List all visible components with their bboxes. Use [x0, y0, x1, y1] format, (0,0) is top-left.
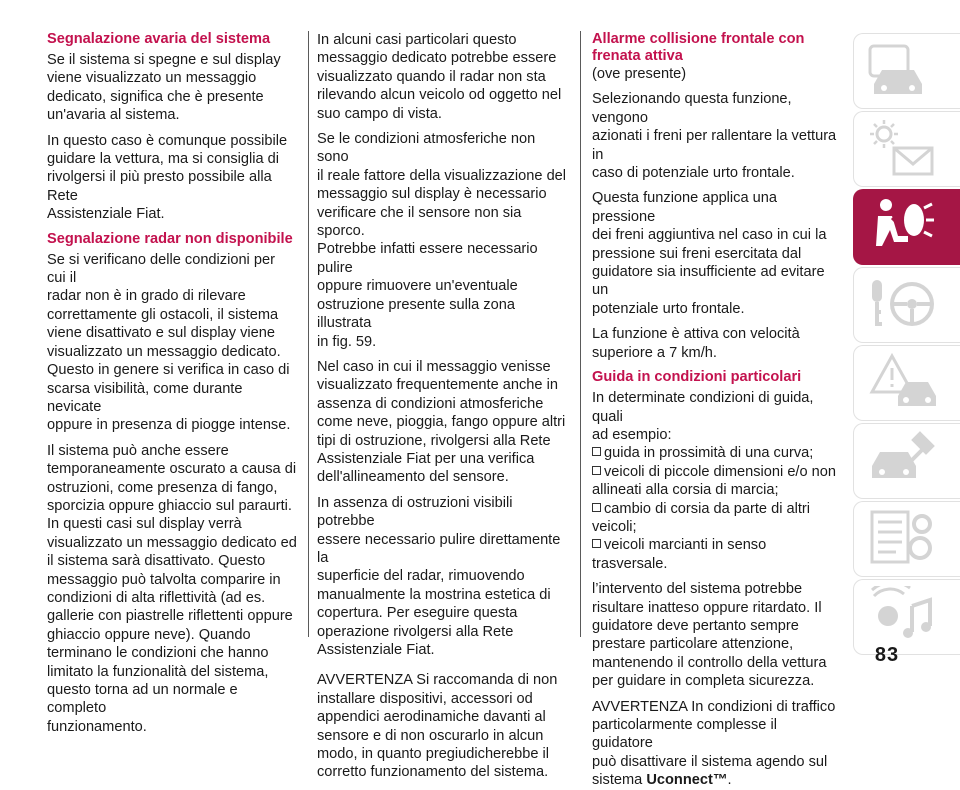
paragraph [317, 494, 567, 660]
text-line: può disattivare il sistema agendo sul [592, 753, 828, 770]
text-line: guidare la vettura, ma si consiglia di [47, 151, 279, 168]
text-line: messaggio dedicato potrebbe essere [317, 50, 557, 67]
uconnect-brand: Uconnect™ [646, 772, 728, 789]
text-line: Se si verificano delle condizioni per cui il [47, 251, 275, 287]
text-line: AVVERTENZA In condizioni di traffico [592, 698, 836, 715]
tab-car-tools[interactable] [853, 423, 960, 499]
warning-paragraph [317, 671, 567, 781]
column-divider [580, 31, 581, 637]
page-number: 83 [874, 644, 900, 666]
text-line: limitato la funzionalità del sistema, [47, 663, 269, 680]
text-line: condizioni di alta riflettività (ad es. [47, 589, 266, 606]
availability-note: (ove presente) [592, 66, 687, 82]
text-line: ostruzioni, come presenza di fango, [47, 479, 278, 496]
text-line: pressione sui freni esercitata dal [592, 245, 802, 262]
airbag-safety-icon [868, 196, 940, 258]
checkbox-bullet-icon [592, 466, 601, 475]
text-line: ghiaccio oppure neve). Quando [47, 626, 251, 643]
tab-car-dashboard[interactable] [853, 33, 960, 109]
section-heading-radar-unavailable: Segnalazione radar non disponibile [47, 230, 293, 247]
text-line: installare dispositivi, accessori od [317, 690, 533, 707]
text-line: Potrebbe infatti essere necessario pulire [317, 241, 538, 276]
text-column-1 [47, 31, 297, 743]
text-line: oppure rimuovere un'eventuale [317, 278, 518, 295]
text-line: risultare inatteso oppure ritardato. Il [592, 599, 822, 616]
text-line: visualizzato un messaggio dedicato ed [47, 534, 297, 551]
road-warning-icon [868, 352, 940, 414]
car-tools-icon [868, 430, 940, 492]
text-line: il sistema sarà disattivato. Questo [47, 553, 266, 570]
text-line: scarsa visibilità, come durante nevicate [47, 380, 243, 415]
paragraph [317, 358, 567, 487]
key-steering-wheel-icon [868, 274, 940, 336]
text-line: visualizzato un messaggio dedicato. [47, 343, 281, 360]
text-line: l’intervento del sistema potrebbe [592, 581, 803, 598]
text-line: operazione rivolgersi alla Rete [317, 623, 514, 640]
text-line: come neve, pioggia, fango oppure altri [317, 414, 566, 431]
text-line: gallerie con piastrelle riflettenti oppure [47, 608, 293, 625]
text-line: rilevando alcun veicolo od oggetto nel [317, 87, 562, 104]
text-line: tipi di ostruzione, rivolgersi alla Rete [317, 432, 551, 449]
paragraph [47, 442, 297, 737]
text-line: messaggio sul display è necessario [317, 186, 547, 203]
text-line: potenziale urto frontale. [592, 300, 745, 317]
text-line: copertura. Per eseguire questa [317, 605, 518, 622]
text-line: Assistenziale Fiat per una verifica [317, 450, 535, 467]
paragraph [592, 580, 840, 690]
paragraph [592, 325, 840, 362]
maintenance-checklist-icon [868, 508, 940, 570]
text-line: suo campo di vista. [317, 105, 442, 122]
text-line: rivolgersi il più presto possibile alla Rete [47, 169, 272, 204]
text-line: Assistenziale Fiat. [47, 206, 165, 223]
text-line: manualmente la mostrina estetica di [317, 586, 551, 603]
multimedia-icon [868, 586, 940, 648]
text-line: visualizzato quando il radar non sta [317, 68, 546, 85]
conditions-list [592, 444, 840, 573]
paragraph [47, 132, 297, 224]
section-heading-collision-alarm [592, 31, 840, 65]
text-column-2 [317, 31, 567, 789]
text-line: viene visualizzato un messaggio [47, 70, 257, 87]
list-item: cambio di corsia da parte di altri [592, 500, 840, 518]
text-line: Assistenziale Fiat. [317, 642, 435, 658]
car-dashboard-icon [868, 40, 940, 102]
text-line: caso di potenziale urto frontale. [592, 165, 795, 182]
text-line: in fig. 59. [317, 333, 377, 350]
checkbox-bullet-icon [592, 539, 601, 548]
warning-lights-icon [868, 118, 940, 180]
text-line: corretto funzionamento del sistema. [317, 764, 549, 781]
text-line: particolarmente complesse il guidatore [592, 717, 777, 752]
text-line: La funzione è attiva con velocità [592, 326, 800, 343]
text-line: questo torna ad un normale e completo [47, 682, 238, 717]
paragraph [317, 31, 567, 123]
tab-airbag-safety[interactable] [853, 189, 960, 265]
text-line: ad esempio: [592, 426, 672, 443]
text-line: correttamente gli ostacoli, il sistema [47, 306, 279, 323]
text-line: In questo caso è comunque possibile [47, 132, 288, 149]
text-line: In questi casi sul display verrà [47, 516, 242, 533]
column-divider [308, 31, 309, 637]
text-line: guidatore sia insufficiente ad evitare un [592, 264, 825, 299]
paragraph [47, 51, 297, 125]
section-heading-particular-conditions: Guida in condizioni particolari [592, 369, 802, 386]
paragraph [592, 389, 840, 444]
text-line: prestare particolare attenzione, [592, 636, 794, 653]
text-line: dei freni aggiuntiva nel caso in cui la [592, 227, 827, 244]
text-line: Selezionando questa funzione, vengono [592, 91, 792, 126]
text-line: visualizzato frequentemente anche in [317, 377, 558, 394]
text-line: Questa funzione applica una pressione [592, 190, 777, 225]
text-line: Il sistema può anche essere [47, 442, 229, 459]
tab-key-steering[interactable] [853, 267, 960, 343]
text-line: essere necessario pulire direttamente la [317, 531, 561, 566]
text-line: superiore a 7 km/h. [592, 344, 717, 361]
text-line: oppure in presenza di piogge intense. [47, 417, 291, 434]
text-line: funzionamento. [47, 718, 147, 735]
tab-warning-lights[interactable] [853, 111, 960, 187]
list-item: veicoli di piccole dimensioni e/o non [592, 463, 840, 481]
text-line: In alcuni casi particolari questo [317, 32, 517, 48]
checkbox-bullet-icon [592, 447, 601, 456]
text-line: frenata attiva [592, 48, 683, 64]
checkbox-bullet-icon [592, 503, 601, 512]
text-line: terminano le condizioni che hanno [47, 645, 269, 662]
list-item-continued: allineati alla corsia di marcia; [592, 482, 779, 499]
text-line: sensore e di non oscurarlo in alcun [317, 727, 544, 744]
tab-maintenance[interactable] [853, 501, 960, 577]
text-line: verificare che il sensore non sia sporco. [317, 204, 522, 240]
text-line: Nel caso in cui il messaggio venisse [317, 358, 551, 375]
text-line: modo, in quanto pregiudicherebbe il [317, 746, 550, 763]
text-line: In determinate condizioni di guida, quali [592, 390, 814, 425]
warning-paragraph: AVVERTENZA In condizioni di traffico particolarmente complesse il guidatore può disattivare il sistema agendo sul sistema Uconnect™. [592, 698, 840, 790]
text-line: ostruzione presente sulla zona illustrata [317, 296, 515, 332]
paragraph [592, 90, 840, 182]
list-item: veicoli marcianti in senso trasversale. [592, 537, 767, 572]
text-line: radar non è in grado di rilevare [47, 288, 246, 305]
text-line: dedicato, significa che è presente [47, 88, 264, 105]
paragraph [317, 130, 567, 351]
text-line: In assenza di ostruzioni visibili potrebbe [317, 494, 513, 530]
text-line: assenza di condizioni atmosferiche [317, 395, 544, 412]
text-line: Allarme collisione frontale con [592, 31, 805, 47]
text-line: azionati i freni per rallentare la vettura in [592, 128, 837, 163]
text-line: viene disattivato e sul display viene [47, 325, 275, 342]
text-line: superficie del radar, rimuovendo [317, 568, 525, 585]
text-line: un'avaria al sistema. [47, 107, 180, 124]
text-line: guidatore deve pertanto sempre [592, 617, 799, 634]
list-item-continued: veicoli; [592, 518, 637, 535]
text-line: Se il sistema si spegne e sul display [47, 52, 281, 68]
text-line: mantenendo il controllo della vettura [592, 654, 827, 671]
text-line: per guidare in completa sicurezza. [592, 673, 815, 690]
text-line: messaggio può talvolta comparire in [47, 571, 281, 588]
text-line: Questo in genere si verifica in caso di [47, 362, 290, 379]
text-line: dell'allineamento del sensore. [317, 469, 509, 486]
text-line: appendici aerodinamiche davanti al [317, 709, 546, 726]
tab-road-warning[interactable] [853, 345, 960, 421]
paragraph [47, 251, 297, 435]
text-line: AVVERTENZA Si raccomanda di non [317, 672, 558, 689]
text-line: Se le condizioni atmosferiche non sono [317, 131, 536, 166]
text-column-3 [592, 31, 840, 790]
section-heading-system-fault: Segnalazione avaria del sistema [47, 31, 271, 47]
text-line: il reale fattore della visualizzazione del [317, 167, 567, 184]
paragraph [592, 189, 840, 318]
text-line: sporcizia oppure ghiaccio sul paraurti. [47, 497, 292, 514]
text-line: temporaneamente oscurato a causa di [47, 461, 297, 478]
list-item: guida in prossimità di una curva; [592, 444, 840, 462]
